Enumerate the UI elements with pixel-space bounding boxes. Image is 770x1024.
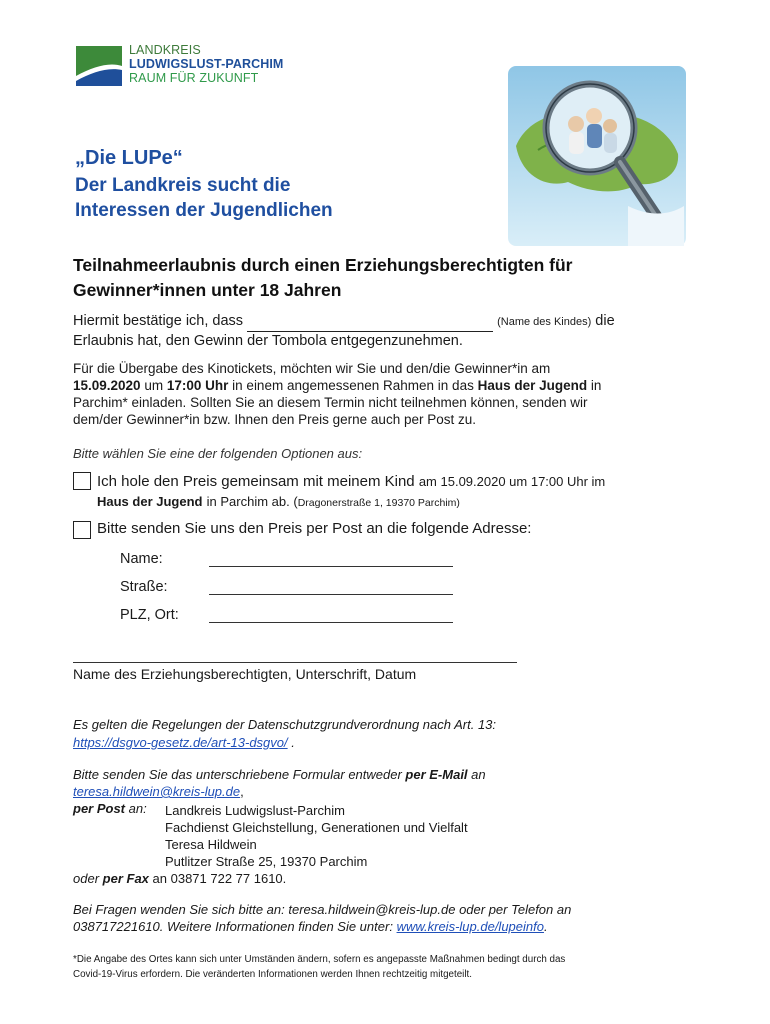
confirm-pre: Hiermit bestätige ich, dass <box>73 313 244 329</box>
gdpr-text: Es gelten die Regelungen der Datenschutzgrundverordnung nach Art. 13: <box>73 717 497 732</box>
pickup-option <box>97 472 717 513</box>
send-post-label: per Post <box>73 801 126 816</box>
form-heading <box>73 253 713 303</box>
logo-text <box>129 43 283 85</box>
handover-paragraph <box>73 360 703 428</box>
logo-line1: LANDKREIS <box>129 43 201 57</box>
pickup-main: Ich hole den Preis gemeinsam mit meinem Kind <box>97 473 415 490</box>
handover-date: 15.09.2020 <box>73 378 141 393</box>
name-field[interactable] <box>209 566 453 567</box>
fax-line <box>73 870 693 887</box>
info-link[interactable]: www.kreis-lup.de/lupeinfo <box>396 919 544 934</box>
post-option: Bitte senden Sie uns den Preis per Post an die folgende Adresse: <box>97 520 532 537</box>
pickup-place: Haus der Jugend <box>97 494 203 509</box>
handover-time: 17:00 Uhr <box>166 378 229 393</box>
address-line: Landkreis Ludwigslust-Parchim <box>165 803 345 818</box>
postal-address <box>165 802 468 870</box>
questions-line2: 038717221610. Weitere Informationen finden Sie unter: <box>73 919 393 934</box>
pickup-city: in Parchim ab. ( <box>206 494 298 509</box>
form-heading-line1: Teilnahmeerlaubnis durch einen Erziehungsberechtigten für <box>73 255 573 275</box>
handover-text4: in <box>590 378 602 393</box>
fax-text: an 03871 722 77 1610. <box>152 871 287 886</box>
confirmation-paragraph <box>73 312 693 351</box>
address-line: Putlitzer Straße 25, 19370 Parchim <box>165 854 368 869</box>
footnote-line1: *Die Angabe des Ortes kann sich unter Umständen ändern, sofern es angepasste Maßnahmen bedingt durch das <box>73 954 566 965</box>
questions-end: . <box>543 919 548 934</box>
city-field[interactable] <box>209 622 453 623</box>
subtitle-line2: Interessen der Jugendlichen <box>75 200 333 221</box>
logo-line3: RAUM FÜR ZUKUNFT <box>129 71 259 85</box>
post-checkbox[interactable] <box>73 521 91 539</box>
pickup-checkbox[interactable] <box>73 472 91 490</box>
send-post-an: an: <box>128 801 147 816</box>
signature-label: Name des Erziehungsberechtigten, Unterschrift, Datum <box>73 666 417 682</box>
handover-place: Haus der Jugend <box>477 378 588 393</box>
send-email-label: per E-Mail <box>405 767 468 782</box>
subtitle-line1: Der Landkreis sucht die <box>75 175 291 196</box>
questions-line1: Bei Fragen wenden Sie sich bitte an: teresa.hildwein@kreis-lup.de oder per Telefon an <box>73 902 572 917</box>
lupe-title: „Die LUPe“ <box>75 147 183 169</box>
subtitle <box>75 173 475 223</box>
confirm-post: die <box>595 313 615 329</box>
name-label: Name: <box>120 551 163 567</box>
gdpr-notice <box>73 716 673 752</box>
gdpr-after: . <box>287 735 295 750</box>
magnifier-map-illustration <box>508 66 686 246</box>
gdpr-link[interactable]: https://dsgvo-gesetz.de/art-13-dsgvo/ <box>73 735 288 750</box>
questions-paragraph <box>73 901 703 935</box>
city-label: PLZ, Ort: <box>120 607 179 623</box>
handover-text1: Für die Übergabe des Kinotickets, möchten wir Sie und den/die Gewinner*in am <box>73 361 551 376</box>
handover-text6: dem/der Gewinner*in bzw. Ihnen den Preis gerne auch per Post zu. <box>73 412 476 427</box>
signature-field[interactable] <box>73 662 517 663</box>
handover-text3: in einem angemessenen Rahmen in das <box>232 378 474 393</box>
street-label: Straße: <box>120 579 168 595</box>
send-email-link[interactable]: teresa.hildwein@kreis-lup.de <box>73 784 241 799</box>
footnote-line2: Covid-19-Virus erfordern. Die veränderten Informationen werden Ihnen rechtzeitig mitgeteilt. <box>73 969 472 980</box>
child-name-field[interactable] <box>247 312 493 332</box>
handover-text5: Parchim* einladen. Sollten Sie an diesem Termin nicht teilnehmen können, senden wir <box>73 395 588 410</box>
pickup-date: am 15.09.2020 um 17:00 Uhr im <box>418 474 606 489</box>
handover-text2: um <box>144 378 164 393</box>
street-field[interactable] <box>209 594 453 595</box>
pickup-address: Dragonerstraße 1, 19370 Parchim) <box>297 497 460 509</box>
address-line: Teresa Hildwein <box>165 837 257 852</box>
send-text2: an <box>471 767 486 782</box>
address-line: Fachdienst Gleichstellung, Generationen und Vielfalt <box>165 820 468 835</box>
send-text1: Bitte senden Sie das unterschriebene Formular entweder <box>73 767 402 782</box>
footnote <box>73 952 713 982</box>
options-instruction: Bitte wählen Sie eine der folgenden Optionen aus: <box>73 446 363 461</box>
child-name-hint: (Name des Kindes) <box>497 316 592 328</box>
fax-label: per Fax <box>102 871 149 886</box>
confirm-line2: Erlaubnis hat, den Gewinn der Tombola entgegenzunehmen. <box>73 333 463 349</box>
fax-pre: oder <box>73 871 100 886</box>
form-heading-line2: Gewinner*innen unter 18 Jahren <box>73 280 342 300</box>
send-comma: , <box>240 784 244 799</box>
logo-line2: LUDWIGSLUST-PARCHIM <box>129 57 284 71</box>
